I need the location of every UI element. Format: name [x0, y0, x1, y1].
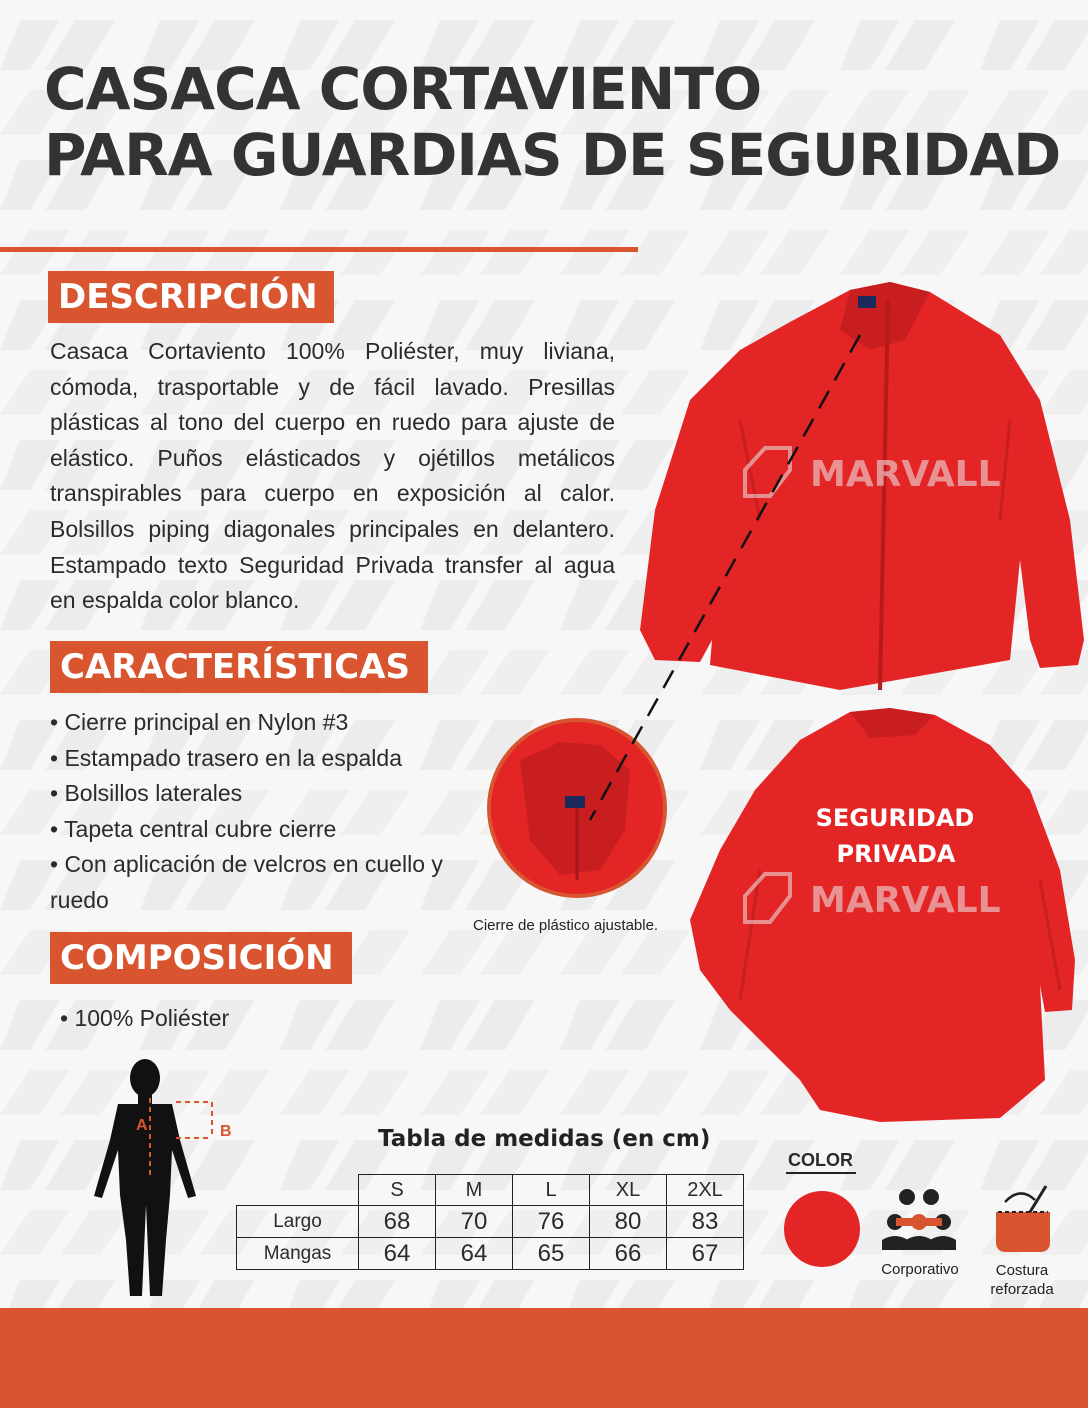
size-header-row — [237, 1175, 744, 1206]
title-line-2: PARA GUARDIAS DE SEGURIDAD — [44, 121, 1061, 189]
title-underline — [0, 247, 638, 252]
back-print-line1: SEGURIDAD — [815, 804, 975, 832]
seam-label — [976, 1261, 1068, 1299]
table-cell: 66 — [590, 1238, 667, 1270]
features-heading: CARACTERÍSTICAS — [50, 641, 428, 693]
table-cell: 76 — [513, 1206, 590, 1238]
detail-caption: Cierre de plástico ajustable. — [473, 917, 659, 934]
composition-heading: COMPOSICIÓN — [50, 932, 352, 984]
feature-item: • Tapeta central cubre cierre — [50, 815, 337, 842]
seam-label-line2: reforzada — [990, 1281, 1054, 1298]
size-header: M — [436, 1175, 513, 1206]
table-corner — [237, 1175, 359, 1206]
reinforced-seam-icon — [996, 1186, 1050, 1252]
composition-list — [60, 1001, 229, 1036]
description-heading: DESCRIPCIÓN — [48, 271, 334, 323]
color-swatch-red — [784, 1191, 860, 1267]
page-title — [44, 56, 1060, 188]
back-print-line2: PRIVADA — [836, 840, 956, 868]
feature-item: • Estampado trasero en la espalda — [50, 744, 402, 771]
table-row — [237, 1238, 744, 1270]
table-cell: 68 — [359, 1206, 436, 1238]
figure-label-a: A — [136, 1117, 148, 1134]
size-header: 2XL — [667, 1175, 744, 1206]
feature-item: • Bolsillos laterales — [50, 780, 243, 807]
seam-label-line1: Costura — [995, 1262, 1049, 1279]
composition-item: • 100% Poliéster — [60, 1005, 230, 1031]
table-cell: 64 — [436, 1238, 513, 1270]
size-header: S — [359, 1175, 436, 1206]
table-cell: 70 — [436, 1206, 513, 1238]
table-cell: 83 — [667, 1206, 744, 1238]
footer-bar — [0, 1308, 1088, 1408]
table-row — [237, 1206, 744, 1238]
size-table — [236, 1174, 744, 1270]
row-label: Largo — [237, 1206, 359, 1238]
corporate-label: Corporativo — [881, 1261, 959, 1278]
body-measure-figure — [94, 1059, 232, 1296]
size-header: XL — [590, 1175, 667, 1206]
size-header: L — [513, 1175, 590, 1206]
watermark-text: MARVALL — [810, 880, 1001, 921]
people-group-icon — [882, 1189, 956, 1250]
size-table-title: Tabla de medidas (en cm) — [378, 1126, 711, 1152]
table-cell: 80 — [590, 1206, 667, 1238]
watermark-text: MARVALL — [810, 454, 1001, 495]
table-cell: 65 — [513, 1238, 590, 1270]
feature-item: • Con aplicación de velcros en cuello y ruedo — [50, 851, 443, 913]
table-cell: 67 — [667, 1238, 744, 1270]
features-list — [50, 705, 480, 919]
color-label-underline — [786, 1172, 856, 1174]
description-text: Casaca Cortaviento 100% Poliéster, muy liviana, cómoda, trasportable y de fácil lavado. Presillas plásticas al tono del cuerpo en ruedo para ajuste de elástico. Puños elásticados y ojétillos metálicos transpirables para cuerpo en exposición al calor. Bolsillos piping diagonales principales en delantero. Estampado texto Seguridad Privada transfer al agua en espalda color blanco. — [50, 338, 615, 614]
zipper-detail-image — [489, 720, 665, 896]
feature-item: • Cierre principal en Nylon #3 — [50, 709, 349, 735]
table-cell: 64 — [359, 1238, 436, 1270]
row-label: Mangas — [237, 1238, 359, 1270]
title-line-1: CASACA CORTAVIENTO — [44, 55, 762, 123]
color-label: COLOR — [788, 1150, 853, 1170]
figure-label-b: B — [220, 1123, 232, 1140]
